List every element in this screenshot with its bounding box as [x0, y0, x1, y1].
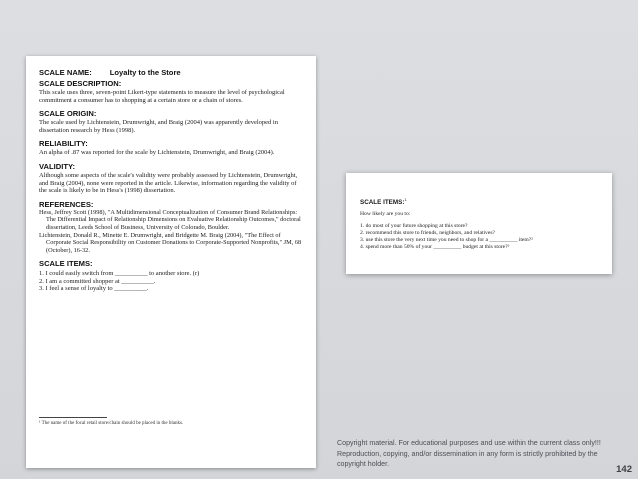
description-header: SCALE DESCRIPTION: — [39, 79, 122, 88]
scale-item: 1. I could easily switch from __________ to another store. (r) — [39, 270, 200, 278]
scale-document-page — [26, 56, 316, 468]
scale-item: 2. I am a committed shopper at __________. — [39, 277, 156, 285]
card-item: 3. use this store the very next time you need to shop for a __________ item?² — [360, 237, 533, 244]
card-items-header: SCALE ITEMS:$^1$ — [360, 197, 407, 207]
scale-item: 3. I feel a sense of loyalty to __________. — [39, 285, 149, 293]
references-list — [39, 209, 306, 254]
reference-item: Lichtenstein, Donald R., Minette E. Drumwright, and Bridgette M. Braig (2004), "The Effect of Corporate Social Responsibility on Customer Donations to Corporate-Supported Nonprofits," JM, 68 (October), 16-32. — [39, 231, 302, 254]
validity-header: VALIDITY: — [39, 161, 75, 171]
references-header: REFERENCES: — [39, 199, 94, 209]
scale-items-card — [346, 173, 612, 274]
footnote: ¹ The name of the focal retail store/chain should be placed in the blanks. — [39, 421, 184, 426]
card-item: 2. recommend this store to friends, neighbors, and relatives? — [360, 230, 495, 237]
items-header: SCALE ITEMS: — [39, 259, 93, 269]
page-number: 142 — [616, 464, 632, 475]
card-items-list — [360, 223, 602, 251]
reliability-header: RELIABILITY: — [39, 139, 88, 149]
footnote-rule — [39, 417, 107, 418]
card-prompt: How likely are you to: — [360, 211, 411, 218]
copyright-caption: Copyright material. For educational purposes and use within the current class only!!! Reproduction, copying, and/or dissemination in any form is strictly prohibited by the copyright holder. — [337, 439, 601, 468]
card-header-footnote-mark: 1 — [404, 197, 407, 202]
description-text: This scale uses three, seven-point Likert-type statements to measure the level of psychological commitment a consumer has to shopping at a certain store or a chain of stores. — [39, 89, 285, 104]
reliability-text: An alpha of .87 was reported for the scale by Lichtenstein, Drumwright, and Braig (2004). — [39, 149, 275, 157]
origin-text: The scale used by Lichtenstein, Drumwright, and Braig (2004) was apparently developed in dissertation research by Hess (1998). — [39, 119, 278, 134]
scale-name-row — [39, 68, 306, 77]
scale-name-value: Loyalty to the Store — [109, 68, 181, 77]
reference-item: Hess, Jeffrey Scott (1998), "A Multidimensional Conceptualization of Consumer Brand Relationships: The Differential Impact of Relationship Dimensions on Evaluative Relationship Outcomes," doctoral dissertation, Leeds School of Business, University of Colorado, Boulder. — [39, 208, 301, 231]
card-item: 1. do most of your future shopping at this store? — [360, 223, 468, 230]
scale-items-list — [39, 270, 306, 293]
validity-text: Although some aspects of the scale's validity were probably assessed by Lichtenstein, Drumwright, and Braig (2004), none were reported in the article. Likewise, information regarding the validity of the scale is likely to be in Hess's (1998) dissertation. — [39, 171, 298, 195]
origin-header: SCALE ORIGIN: — [39, 109, 97, 119]
scale-name-label: SCALE NAME: — [39, 68, 92, 77]
card-item: 4. spend more than 50% of your __________ budget at this store?² — [360, 244, 510, 251]
